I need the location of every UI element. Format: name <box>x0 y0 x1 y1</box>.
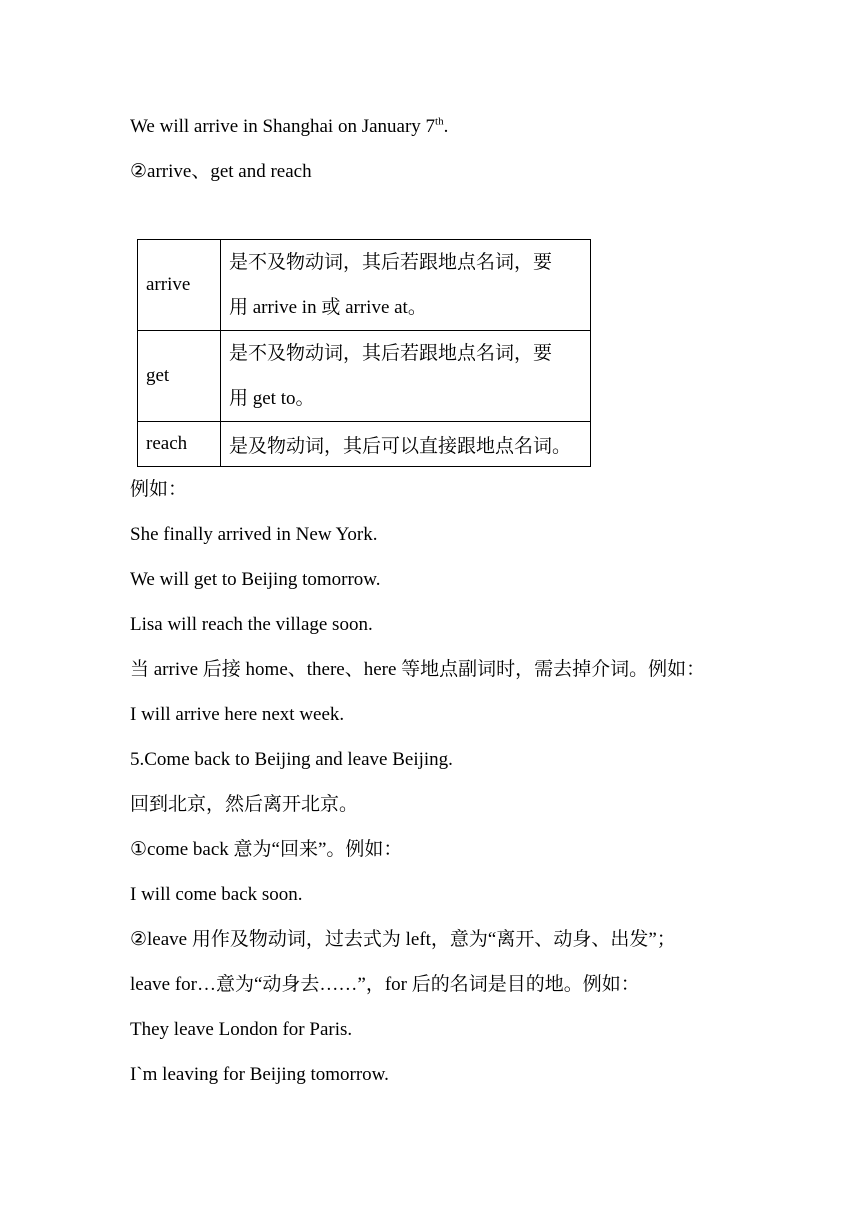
table-cell-description <box>221 331 591 422</box>
table-cell-term: reach <box>138 422 221 467</box>
example-sentence: I will arrive here next week. <box>130 704 345 725</box>
table-row-get <box>138 331 591 422</box>
verb-comparison-table <box>137 239 591 467</box>
grammar-note-come-back: ①come back 意为“回来”。例如： <box>130 839 403 860</box>
translation: 回到北京，然后离开北京。 <box>130 794 359 815</box>
table-cell-description: 是及物动词，其后可以直接跟地点名词。 <box>221 422 591 467</box>
example-sentence-arrive-shanghai <box>130 115 448 139</box>
example-sentence: She finally arrived in New York. <box>130 524 378 545</box>
table-cell-term: arrive <box>138 240 221 331</box>
description-line-1: 是不及物动词，其后若跟地点名词，要 <box>229 343 553 364</box>
section-heading-come-back-leave: 5.Come back to Beijing and leave Beijing. <box>130 749 453 770</box>
description-line-2: 用 get to。 <box>229 388 315 409</box>
section-heading-arrive-get-reach: ②arrive、get and reach <box>130 161 312 182</box>
description-line-2: 用 arrive in 或 arrive at。 <box>229 297 427 318</box>
grammar-note-leave-for: leave for…意为“动身去……”，for 后的名词是目的地。例如： <box>130 974 640 995</box>
example-sentence: I`m leaving for Beijing tomorrow. <box>130 1064 389 1085</box>
description-line-1: 是不及物动词，其后若跟地点名词，要 <box>229 252 553 273</box>
example-sentence: They leave London for Paris. <box>130 1019 353 1040</box>
table-cell-description <box>221 240 591 331</box>
example-sentence: We will get to Beijing tomorrow. <box>130 569 381 590</box>
example-sentence: I will come back soon. <box>130 884 303 905</box>
grammar-note-leave: ②leave 用作及物动词，过去式为 left，意为“离开、动身、出发”； <box>130 929 676 950</box>
ordinal-suffix: th <box>435 115 444 128</box>
sentence-text: We will arrive in Shanghai on January 7 <box>130 116 436 137</box>
table-row-reach <box>138 422 591 467</box>
table-cell-term: get <box>138 331 221 422</box>
grammar-note: 当 arrive 后接 home、there、here 等地点副词时，需去掉介词。例如： <box>130 659 706 680</box>
table-row-arrive <box>138 240 591 331</box>
example-label: 例如： <box>130 479 188 500</box>
sentence-period: . <box>443 116 449 137</box>
example-sentence: Lisa will reach the village soon. <box>130 614 373 635</box>
